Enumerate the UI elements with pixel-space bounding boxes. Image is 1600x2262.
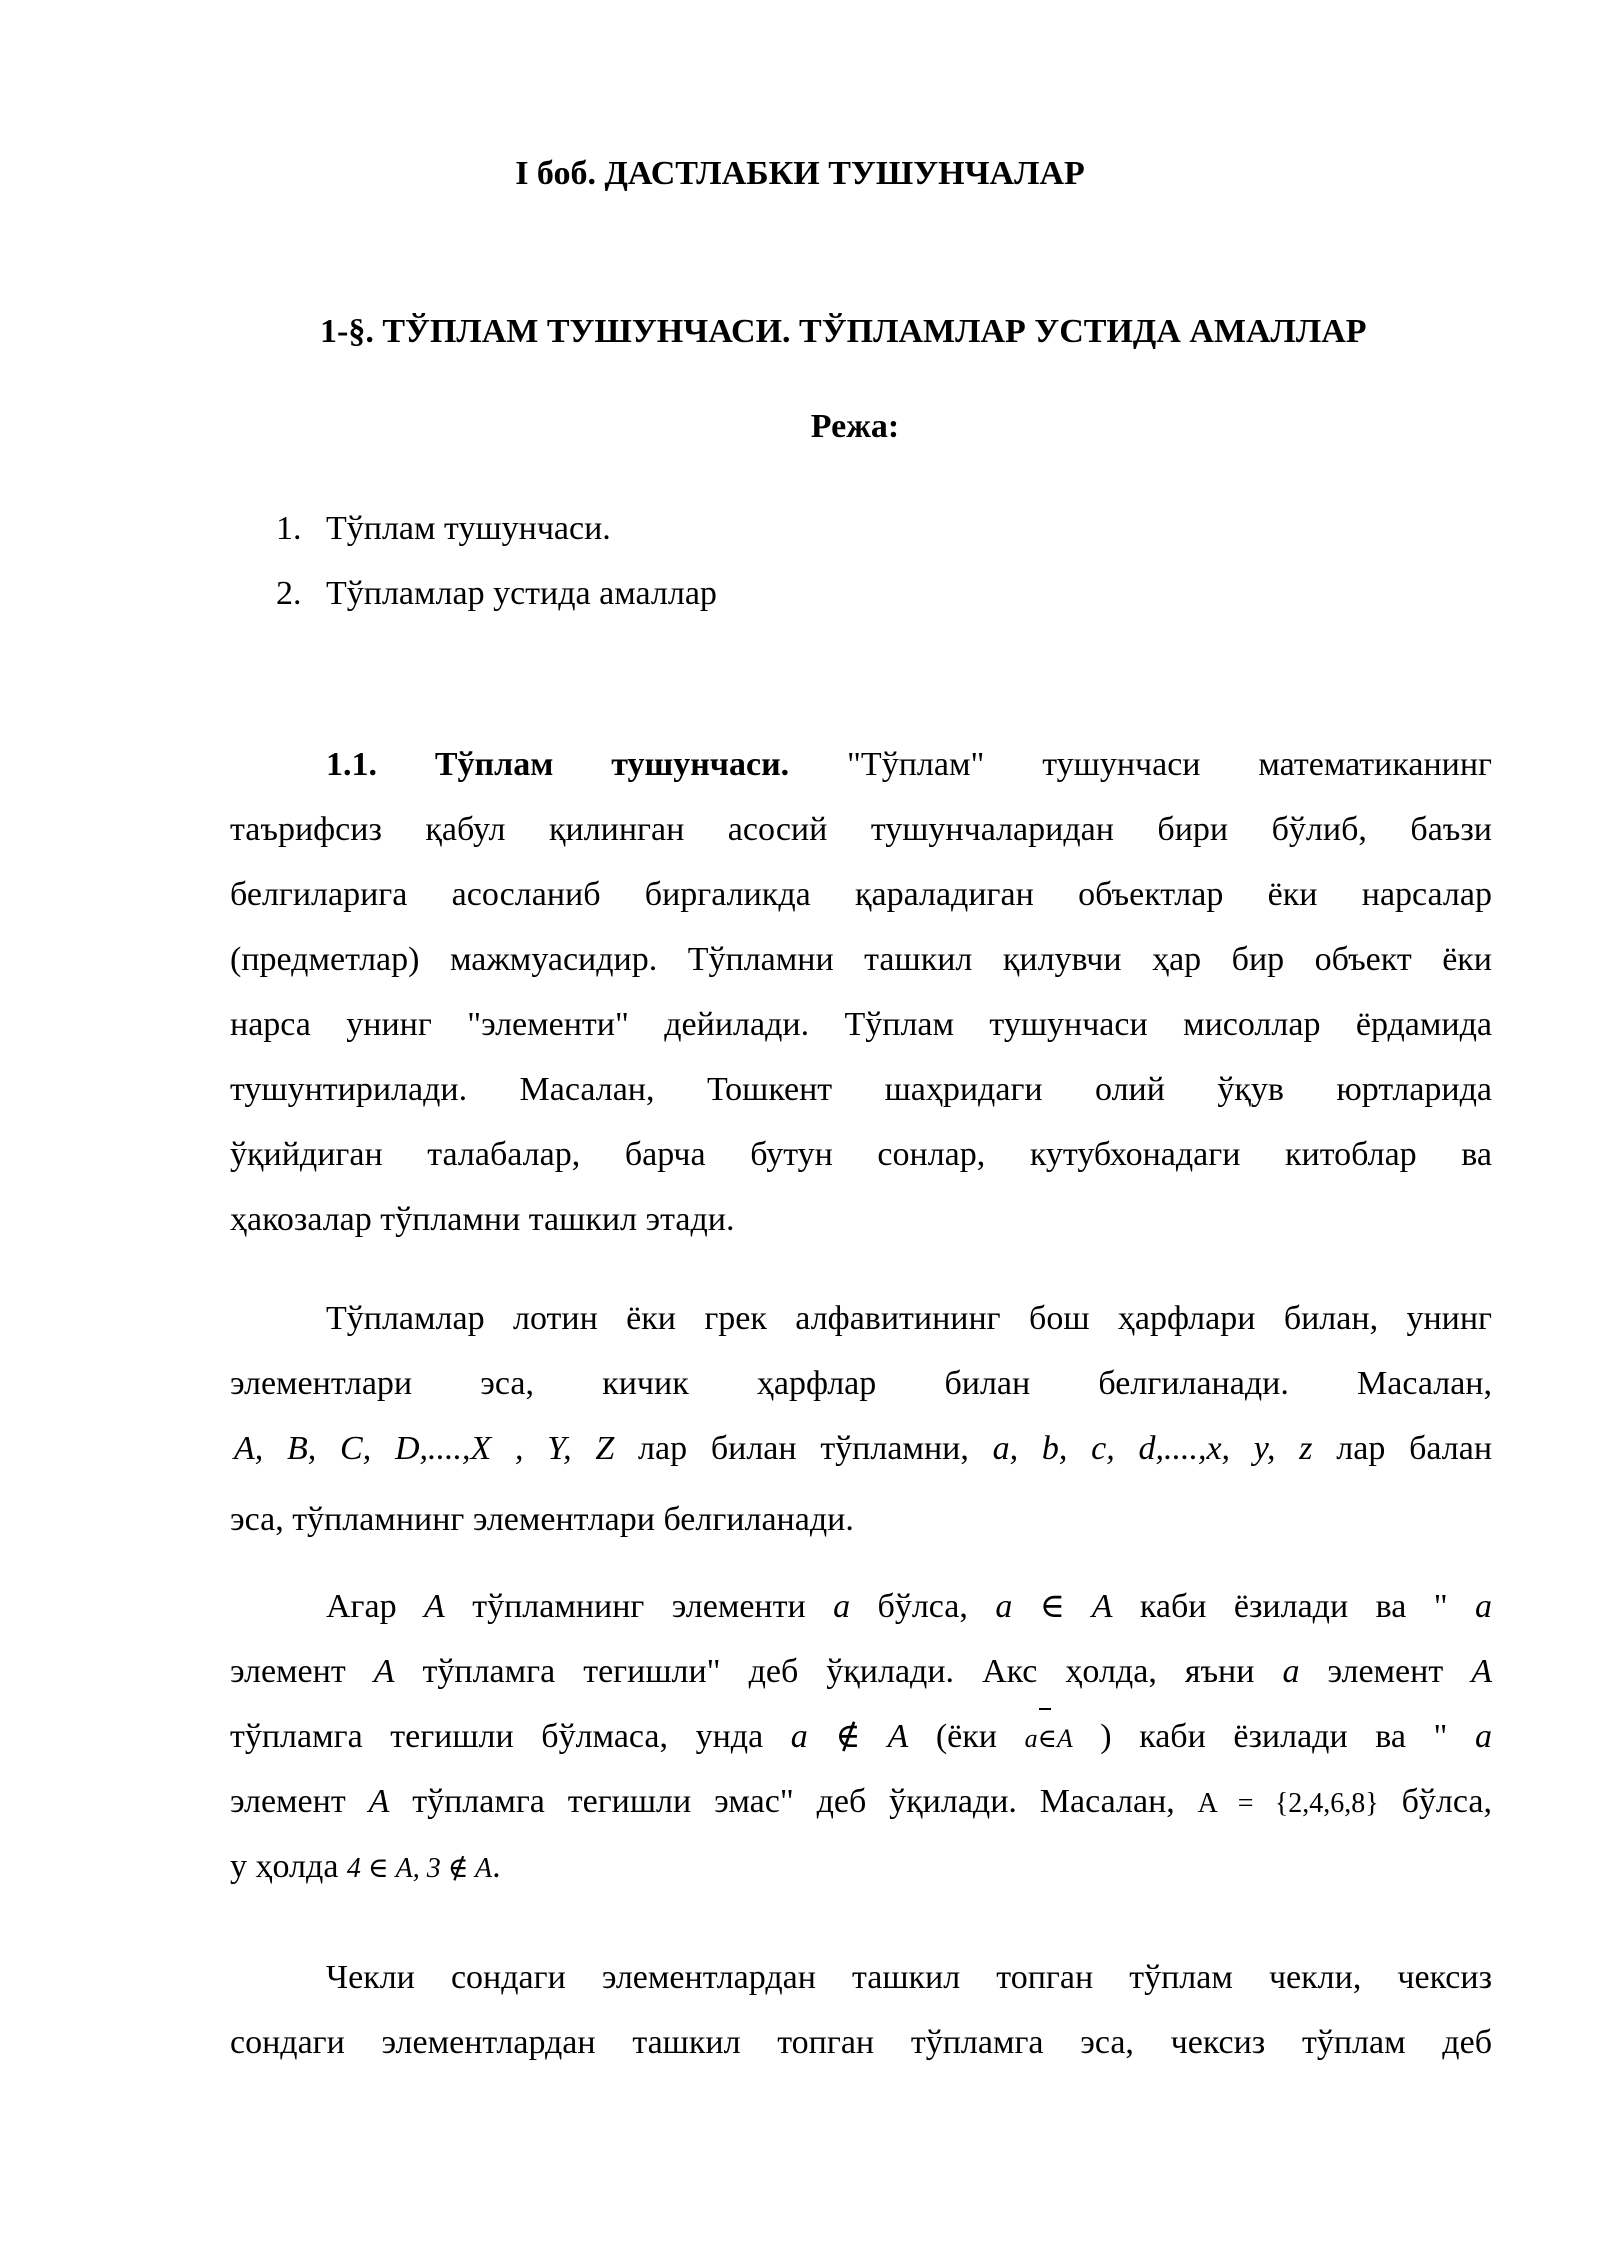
paragraph-text: каби ёзилади ва " — [1112, 1588, 1476, 1625]
plan-item-number: 2. — [276, 575, 302, 612]
paragraph-text: (ёки — [908, 1718, 1025, 1755]
paragraph-line — [230, 732, 1492, 797]
paragraph-line — [230, 1574, 1492, 1639]
paragraph-set-notation — [230, 1286, 1492, 1552]
math-formula: a∈A — [1025, 1706, 1073, 1771]
math-symbol: A — [368, 1783, 390, 1820]
section-title: 1-§. ТЎПЛАМ ТУШУНЧАСИ. ТЎПЛАМЛАР УСТИДА АМАЛЛАР — [320, 313, 1367, 350]
paragraph-text: "Тўплам" тушунчаси математиканинг — [789, 746, 1492, 783]
plan-item — [276, 496, 717, 561]
paragraph-line: Тўпламлар лотин ёки грек алфавитининг бош ҳарфлари билан, унинг — [326, 1300, 1492, 1337]
paragraph-set-concept — [230, 732, 1492, 1252]
paragraph-line — [230, 1769, 1492, 1834]
chapter-title: I боб. ДАСТЛАБКИ ТУШУНЧАЛАР — [515, 155, 1085, 192]
math-formula: A = {2,4,6,8} — [1197, 1788, 1379, 1819]
paragraph-line — [230, 1834, 1492, 1899]
plan-item — [276, 561, 717, 626]
paragraph-line — [230, 1416, 1492, 1481]
plan-list — [276, 496, 717, 626]
paragraph-text: тўпламга тегишли бўлмаса, унда — [230, 1718, 791, 1755]
paragraph-line: сондаги элементлардан ташкил топган тўпламга эса, чексиз тўплам деб — [230, 2024, 1492, 2061]
math-formula: A, B, C, D,....,X , Y, Z — [234, 1430, 615, 1467]
paragraph-line — [230, 1639, 1492, 1704]
paragraph-line: (предметлар) мажмуасидир. Тўпламни ташкил қилувчи ҳар бир объект ёки — [230, 941, 1492, 978]
plan-item-text: Тўпламлар устида амаллар — [326, 575, 717, 612]
paragraph-membership — [230, 1574, 1492, 1899]
paragraph-line: ўқийдиган талабалар, барча бутун сонлар, кутубхонадаги китоблар ва — [230, 1136, 1492, 1173]
math-symbol: a — [1282, 1653, 1300, 1690]
math-symbol: a — [1475, 1718, 1492, 1755]
math-symbol: A — [373, 1653, 395, 1690]
paragraph-line: ҳакозалар тўпламни ташкил этади. — [230, 1201, 735, 1238]
paragraph-text: элемент — [230, 1783, 369, 1820]
paragraph-text: . — [492, 1848, 501, 1885]
paragraph-text: лар балан — [1312, 1430, 1493, 1467]
math-symbol: A — [1471, 1653, 1493, 1690]
subsection-heading: 1.1. Тўплам тушунчаси. — [326, 746, 790, 783]
paragraph-text: у ҳолда — [230, 1848, 347, 1885]
paragraph-line — [230, 1704, 1492, 1769]
paragraph-text: тўпламнинг элементи — [444, 1588, 834, 1625]
paragraph-text: элемент — [1299, 1653, 1472, 1690]
paragraph-line: таърифсиз қабул қилинган асосий тушунчаларидан бири бўлиб, баъзи — [230, 811, 1492, 848]
math-formula: 4 ∈ A, 3 ∉ A — [346, 1853, 493, 1884]
plan-item-text: Тўплам тушунчаси. — [326, 510, 611, 547]
math-symbol: a — [833, 1588, 851, 1625]
paragraph-line: белгиларига асосланиб биргаликда қараладиган объектлар ёки нарсалар — [230, 876, 1492, 913]
paragraph-line: тушунтирилади. Масалан, Тошкент шаҳридаги олий ўқув юртларида — [230, 1071, 1492, 1108]
paragraph-line: элементлари эса, кичик ҳарфлар билан белгиланади. Масалан, — [230, 1365, 1492, 1402]
paragraph-text: лар билан тўпламни, — [614, 1430, 993, 1467]
math-symbol: A — [424, 1588, 445, 1625]
math-formula: a ∉ A — [790, 1718, 909, 1755]
plan-title: Режа: — [810, 408, 900, 445]
paragraph-text: ) каби ёзилади ва " — [1072, 1718, 1475, 1755]
paragraph-line: Чекли сондаги элементлардан ташкил топган тўплам чекли, чексиз — [326, 1959, 1492, 1996]
paragraph-line: нарса унинг "элементи" дейилади. Тўплам тушунчаси мисоллар ёрдамида — [230, 1006, 1492, 1043]
math-symbol: a — [1475, 1588, 1493, 1625]
paragraph-text: Агар — [326, 1588, 425, 1625]
paragraph-text: тўпламга тегишли" деб ўқилади. Акс ҳолда, яъни — [394, 1653, 1283, 1690]
paragraph-text: бўлса, — [850, 1588, 996, 1625]
paragraph-finite-sets — [230, 1945, 1492, 2075]
paragraph-text: бўлса, — [1378, 1783, 1492, 1820]
paragraph-line: эса, тўпламнинг элементлари белгиланади. — [230, 1501, 854, 1538]
paragraph-text: тўпламга тегишли эмас" деб ўқилади. Масалан, — [389, 1783, 1198, 1820]
paragraph-text: элемент — [230, 1653, 374, 1690]
plan-item-number: 1. — [276, 510, 302, 547]
math-formula: a, b, c, d,....,x, y, z — [992, 1430, 1313, 1467]
math-formula: a ∈ A — [995, 1588, 1113, 1625]
